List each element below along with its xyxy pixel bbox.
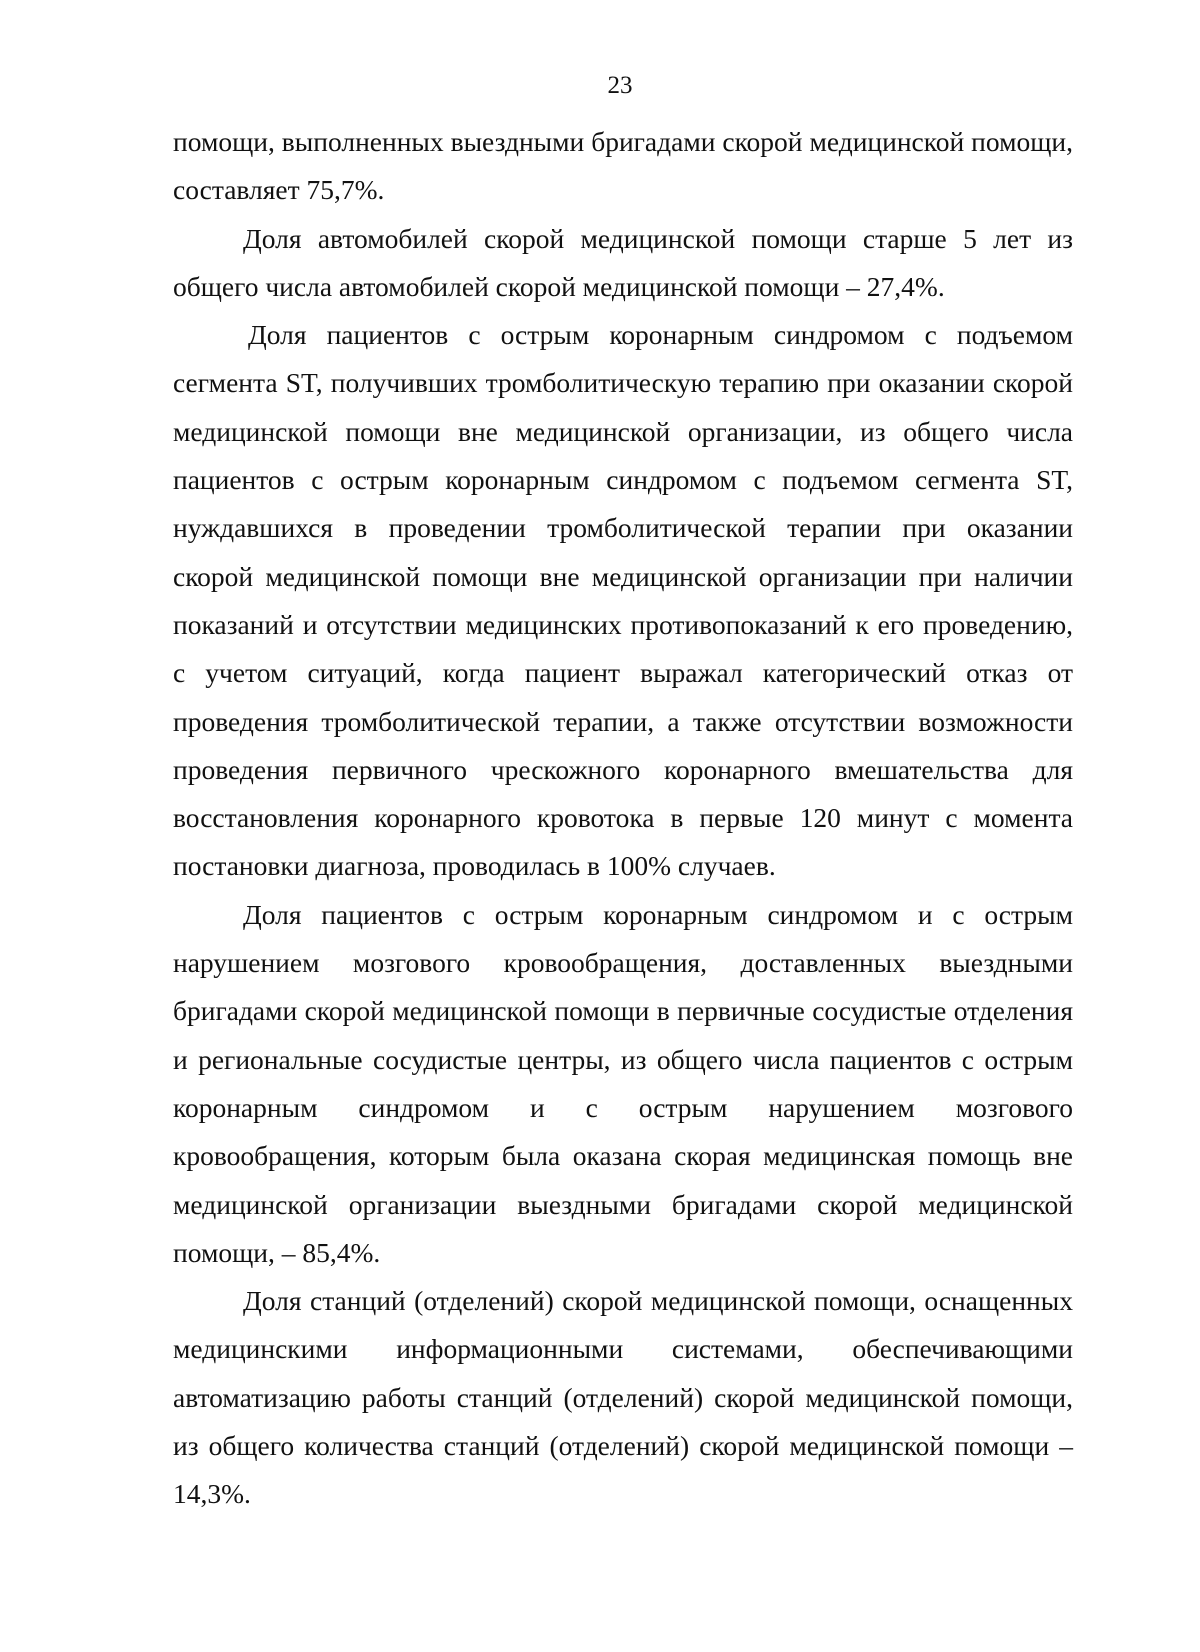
paragraph-thrombolytic-therapy: Доля пациентов с острым коронарным синдромом с подъемом сегмента ST, получивших тромболитическую терапию при оказании скорой медицинской помощи вне медицинской организации, из общего числа пациентов с острым коронарным синдромом с подъемом сегмента ST, нуждавшихся в проведении тромболитической терапии при оказании скорой медицинской помощи вне медицинской организации при наличии показаний и отсутствии медицинских противопоказаний к его проведению, с учетом ситуаций, когда пациент выражал категорический отказ от проведения тромболитической терапии, а также отсутствии возможности проведения первичного чрескожного коронарного вмешательства для восстановления коронарного кровотока в первые 120 минут с момента постановки диагноза, проводилась в 100% случаев.: [173, 319, 1073, 882]
paragraph-vascular-centers: Доля пациентов с острым коронарным синдромом и с острым нарушением мозгового кровообращения, доставленных выездными бригадами скорой медицинской помощи в первичные сосудистые отделения и региональные сосудистые центры, из общего числа пациентов с острым коронарным синдромом и с острым нарушением мозгового кровообращения, которым была оказана скорая медицинская помощь вне медицинской организации выездными бригадами скорой медицинской помощи, – 85,4%.: [173, 898, 1073, 1268]
paragraph-continuation: помощи, выполненных выездными бригадами скорой медицинской помощи, составляет 75,7%.: [173, 126, 1073, 206]
page-number: 23: [607, 72, 633, 99]
paragraph-vehicles-share: Доля автомобилей скорой медицинской помощи старше 5 лет из общего числа автомобилей скорой медицинской помощи – 27,4%.: [173, 222, 1073, 302]
paragraph-information-systems: Доля станций (отделений) скорой медицинской помощи, оснащенных медицинскими информационными системами, обеспечивающими автоматизацию работы станций (отделений) скорой медицинской помощи, из общего количества станций (отделений) скорой медицинской помощи – 14,3%.: [173, 1285, 1073, 1510]
document-body: [173, 118, 1073, 1519]
